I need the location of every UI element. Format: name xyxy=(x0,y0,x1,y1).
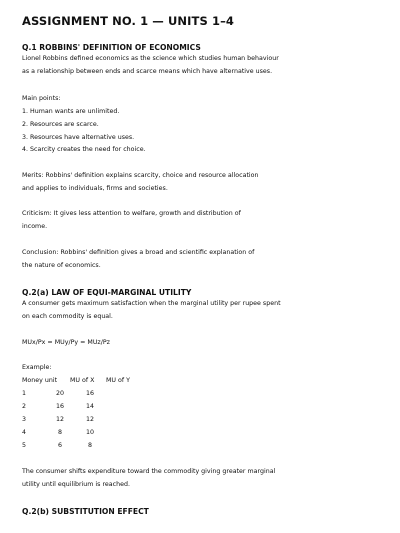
q2a-closing-line-1: The consumer shifts expenditure toward the commodity giving greater marginal xyxy=(22,468,276,475)
table-cell-money-unit: 4 xyxy=(22,429,27,436)
q2b-heading: Q.2(b) SUBSTITUTION EFFECT xyxy=(22,507,149,516)
table-cell-mu-y: 14 xyxy=(85,403,94,410)
example-label: Example: xyxy=(22,364,52,371)
q1-criticism-line-2: income. xyxy=(22,223,48,230)
table-cell-mu-x: 16 xyxy=(55,403,64,410)
q1-conclusion-line-1: Conclusion: Robbins' definition gives a broad and scientific explanation of xyxy=(22,249,255,256)
table-cell-mu-x: 20 xyxy=(55,390,64,397)
q1-points-label: Main points: xyxy=(22,95,61,102)
q1-heading: Q.1 ROBBINS' DEFINITION OF ECONOMICS xyxy=(22,43,201,52)
q1-merits-line-1: Merits: Robbins' definition explains scarcity, choice and resource allocation xyxy=(22,172,259,179)
document-title: ASSIGNMENT NO. 1 — UNITS 1–4 xyxy=(22,14,235,28)
table-cell-money-unit: 5 xyxy=(22,442,27,449)
q1-criticism-line-1: Criticism: It gives less attention to welfare, growth and distribution of xyxy=(22,210,241,217)
q1-intro-line-2: as a relationship between ends and scarce means which have alternative uses. xyxy=(22,68,273,75)
table-cell-money-unit: 2 xyxy=(22,403,27,410)
q1-merits-line-2: and applies to individuals, firms and societies. xyxy=(22,185,168,192)
q1-conclusion-line-2: the nature of economics. xyxy=(22,262,101,269)
q2a-intro-line-2: on each commodity is equal. xyxy=(22,313,113,320)
table-header-mu-x: MU of X xyxy=(70,377,95,384)
equi-marginal-formula: MUx/Px = MUy/Py = MUz/Pz xyxy=(22,339,110,346)
q1-point-1: 1. Human wants are unlimited. xyxy=(22,108,120,115)
q2a-closing-line-2: utility until equilibrium is reached. xyxy=(22,481,130,488)
table-cell-mu-y: 10 xyxy=(85,429,94,436)
table-cell-money-unit: 1 xyxy=(22,390,27,397)
table-cell-mu-y: 8 xyxy=(87,442,92,449)
table-cell-mu-x: 6 xyxy=(57,442,62,449)
table-cell-mu-x: 8 xyxy=(57,429,62,436)
table-header-money-unit: Money unit xyxy=(22,377,58,384)
table-cell-mu-y: 16 xyxy=(85,390,94,397)
table-cell-mu-y: 12 xyxy=(85,416,94,423)
table-cell-mu-x: 12 xyxy=(55,416,64,423)
q1-point-4: 4. Scarcity creates the need for choice. xyxy=(22,146,146,153)
q2a-intro-line-1: A consumer gets maximum satisfaction when the marginal utility per rupee spent xyxy=(22,300,281,307)
q1-point-3: 3. Resources have alternative uses. xyxy=(22,134,135,141)
table-header-mu-y: MU of Y xyxy=(106,377,130,384)
q2a-heading: Q.2(a) LAW OF EQUI-MARGINAL UTILITY xyxy=(22,288,192,297)
table-cell-money-unit: 3 xyxy=(22,416,27,423)
q1-point-2: 2. Resources are scarce. xyxy=(22,121,99,128)
q1-intro-line-1: Lionel Robbins defined economics as the science which studies human behaviour xyxy=(22,55,279,62)
